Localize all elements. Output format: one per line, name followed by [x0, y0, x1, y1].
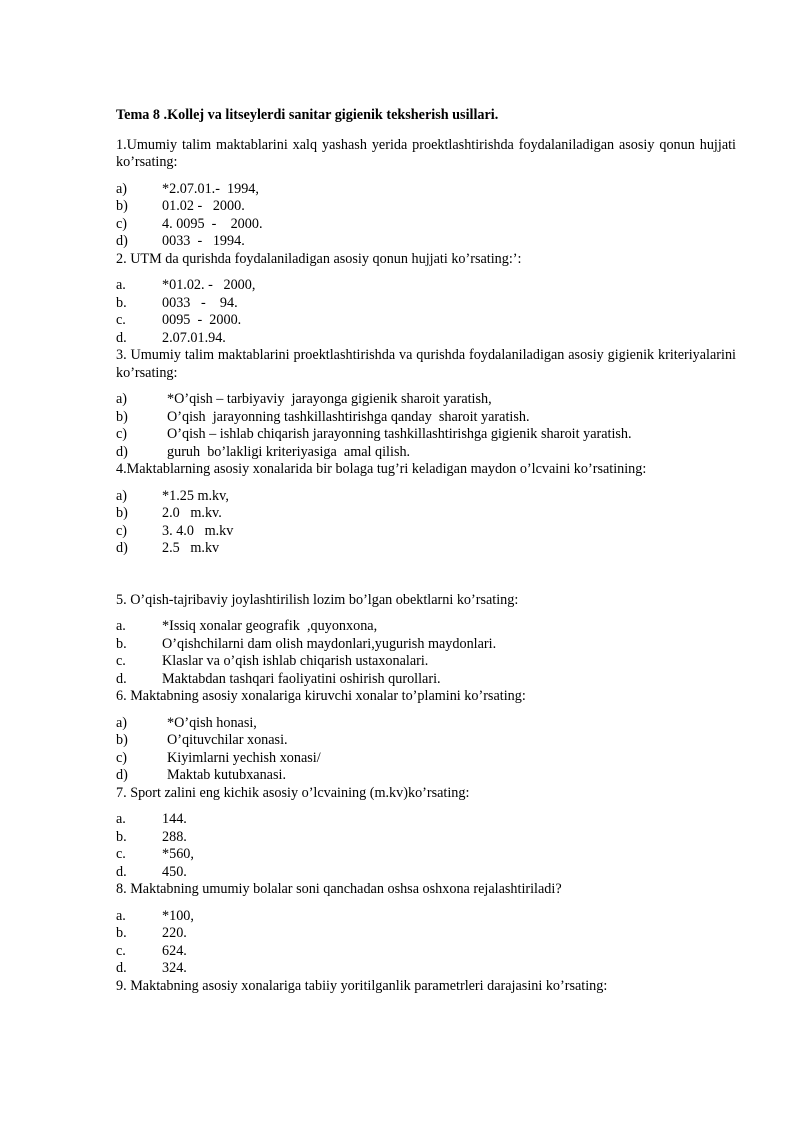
answer-option: [116, 391, 736, 409]
question-block: [116, 461, 736, 558]
answer-option: [116, 181, 736, 199]
option-letter: c): [116, 749, 128, 766]
answer-option: [116, 618, 736, 636]
option-text: 3. 4.0 m.kv: [162, 522, 234, 539]
option-letter: d.: [116, 670, 127, 687]
answer-options: [116, 811, 736, 881]
option-text: O’qish – ishlab chiqarish jarayonning tashkillashtirishga gigienik sharoit yaratish.: [167, 426, 632, 442]
option-text: 0095 - 2000.: [162, 312, 242, 328]
option-letter: b.: [116, 635, 127, 652]
option-letter: b): [116, 408, 128, 425]
option-letter: a.: [116, 618, 126, 634]
option-text: 01.02 - 2000.: [162, 198, 245, 214]
option-text: *2.07.01.- 1994,: [162, 180, 259, 197]
option-letter: a.: [116, 277, 126, 293]
option-letter: d.: [116, 863, 127, 880]
question-block: [116, 881, 736, 978]
option-text: Maktabdan tashqari faoliyatini oshirish qurollari.: [162, 670, 441, 687]
answer-option: [116, 767, 736, 785]
answer-option: [116, 505, 736, 523]
answer-option: [116, 233, 736, 251]
question-text: 3. Umumiy talim maktablarini proektlashtirishda va qurishda foydalaniladigan asosiy gigienik kriteriyalarini ko’rsating:: [116, 347, 736, 381]
answer-option: [116, 198, 736, 216]
question-text: 2. UTM da qurishda foydalaniladigan asosiy qonun hujjati ko’rsating:’:: [116, 250, 522, 267]
answer-option: [116, 488, 736, 506]
option-letter: c.: [116, 942, 126, 959]
question-text: 5. O’qish-tajribaviy joylashtirilish lozim bo’lgan obektlarni ko’rsating:: [116, 591, 519, 608]
option-text: 144.: [162, 811, 187, 827]
option-letter: b): [116, 198, 128, 214]
option-letter: c.: [116, 653, 126, 669]
option-letter: d): [116, 443, 128, 460]
option-text: 0033 - 1994.: [162, 233, 245, 249]
option-text: 2.07.01.94.: [162, 329, 226, 346]
option-text: Maktab kutubxanasi.: [167, 767, 286, 783]
document-page: [116, 107, 736, 1004]
option-letter: d): [116, 767, 128, 783]
option-letter: c.: [116, 312, 126, 328]
answer-option: [116, 540, 736, 558]
answer-option: [116, 960, 736, 978]
option-text: *560,: [162, 846, 194, 862]
option-text: *1.25 m.kv,: [162, 487, 229, 504]
option-letter: c): [116, 522, 128, 539]
question-text: 4.Maktablarning asosiy xonalarida bir bolaga tug’ri keladigan maydon o’lcvaini ko’rsatining:: [116, 461, 647, 477]
option-letter: b.: [116, 828, 127, 845]
option-letter: b.: [116, 294, 127, 311]
option-text: *01.02. - 2000,: [162, 277, 256, 293]
option-letter: b): [116, 505, 128, 521]
question-list: [116, 137, 736, 996]
answer-option: [116, 829, 736, 847]
option-letter: a.: [116, 907, 126, 924]
option-text: *O’qish honasi,: [167, 714, 257, 731]
option-letter: d.: [116, 329, 127, 346]
question-text: 6. Maktabning asosiy xonalariga kiruvchi xonalar to’plamini ko’rsating:: [116, 688, 526, 704]
option-letter: a.: [116, 811, 126, 827]
answer-options: [116, 181, 736, 251]
answer-option: [116, 523, 736, 541]
option-text: *100,: [162, 907, 194, 924]
option-text: 2.0 m.kv.: [162, 505, 222, 521]
question-text: 9. Maktabning asosiy xonalariga tabiiy yoritilganlik parametrleri darajasini ko’rsating:: [116, 977, 608, 994]
option-letter: d.: [116, 960, 127, 976]
answer-option: [116, 636, 736, 654]
answer-option: [116, 653, 736, 671]
option-text: Kiyimlarni yechish xonasi/: [167, 749, 321, 766]
answer-options: [116, 715, 736, 785]
option-letter: c.: [116, 846, 126, 862]
option-letter: b): [116, 732, 128, 748]
answer-option: [116, 330, 736, 348]
answer-options: [116, 618, 736, 688]
option-text: O’qishchilarni dam olish maydonlari,yugurish maydonlari.: [162, 635, 497, 652]
answer-option: [116, 864, 736, 882]
answer-option: [116, 444, 736, 462]
option-letter: c): [116, 215, 128, 232]
answer-option: [116, 671, 736, 689]
question-block: [116, 785, 736, 882]
option-letter: a): [116, 714, 128, 731]
question-block: [116, 978, 736, 996]
answer-option: [116, 715, 736, 733]
document-title: Tema 8 .Kollej va litseylerdi sanitar gigienik teksherish usillari.: [116, 107, 499, 123]
question-block: [116, 137, 736, 251]
question-block: [116, 251, 736, 348]
answer-option: [116, 908, 736, 926]
option-text: 450.: [162, 863, 187, 880]
question-block: [116, 688, 736, 785]
option-text: 4. 0095 - 2000.: [162, 215, 263, 232]
answer-option: [116, 750, 736, 768]
option-letter: b.: [116, 925, 127, 941]
answer-option: [116, 426, 736, 444]
option-text: 624.: [162, 942, 187, 959]
option-text: 2.5 m.kv: [162, 540, 220, 556]
option-letter: d): [116, 540, 128, 556]
option-letter: d): [116, 233, 128, 249]
option-text: 0033 - 94.: [162, 294, 238, 311]
question-block: [116, 592, 736, 689]
question-text: 8. Maktabning umumiy bolalar soni qanchadan oshsa oshxona rejalashtiriladi?: [116, 881, 562, 897]
option-letter: a): [116, 391, 128, 407]
answer-option: [116, 811, 736, 829]
answer-option: [116, 277, 736, 295]
question-text: 1.Umumiy talim maktablarini xalq yashash yerida proektlashtirishda foydalaniladigan asosiy qonun hujjati ko’rsating:: [116, 136, 736, 170]
question-text: 7. Sport zalini eng kichik asosiy o’lcvaining (m.kv)ko’rsating:: [116, 784, 470, 801]
option-text: *O’qish – tarbiyaviy jarayonga gigienik sharoit yaratish,: [167, 391, 492, 407]
option-text: O’qituvchilar xonasi.: [167, 732, 288, 748]
answer-option: [116, 925, 736, 943]
option-text: 324.: [162, 960, 187, 976]
option-letter: c): [116, 426, 128, 442]
option-text: Klaslar va o’qish ishlab chiqarish ustaxonalari.: [162, 653, 429, 669]
answer-options: [116, 277, 736, 347]
option-text: 220.: [162, 925, 187, 941]
answer-option: [116, 312, 736, 330]
answer-option: [116, 295, 736, 313]
answer-option: [116, 216, 736, 234]
option-text: O’qish jarayonning tashkillashtirishga qanday sharoit yaratish.: [167, 408, 530, 425]
answer-options: [116, 488, 736, 558]
answer-option: [116, 943, 736, 961]
answer-options: [116, 908, 736, 978]
option-letter: a): [116, 487, 128, 504]
blank-spacer: [116, 558, 736, 592]
option-text: *Issiq xonalar geografik ,quyonxona,: [162, 618, 378, 634]
option-text: 288.: [162, 828, 187, 845]
answer-option: [116, 409, 736, 427]
answer-option: [116, 732, 736, 750]
option-letter: a): [116, 180, 128, 197]
option-text: guruh bo’lakligi kriteriyasiga amal qilish.: [167, 443, 411, 460]
answer-option: [116, 846, 736, 864]
question-block: [116, 347, 736, 461]
answer-options: [116, 391, 736, 461]
